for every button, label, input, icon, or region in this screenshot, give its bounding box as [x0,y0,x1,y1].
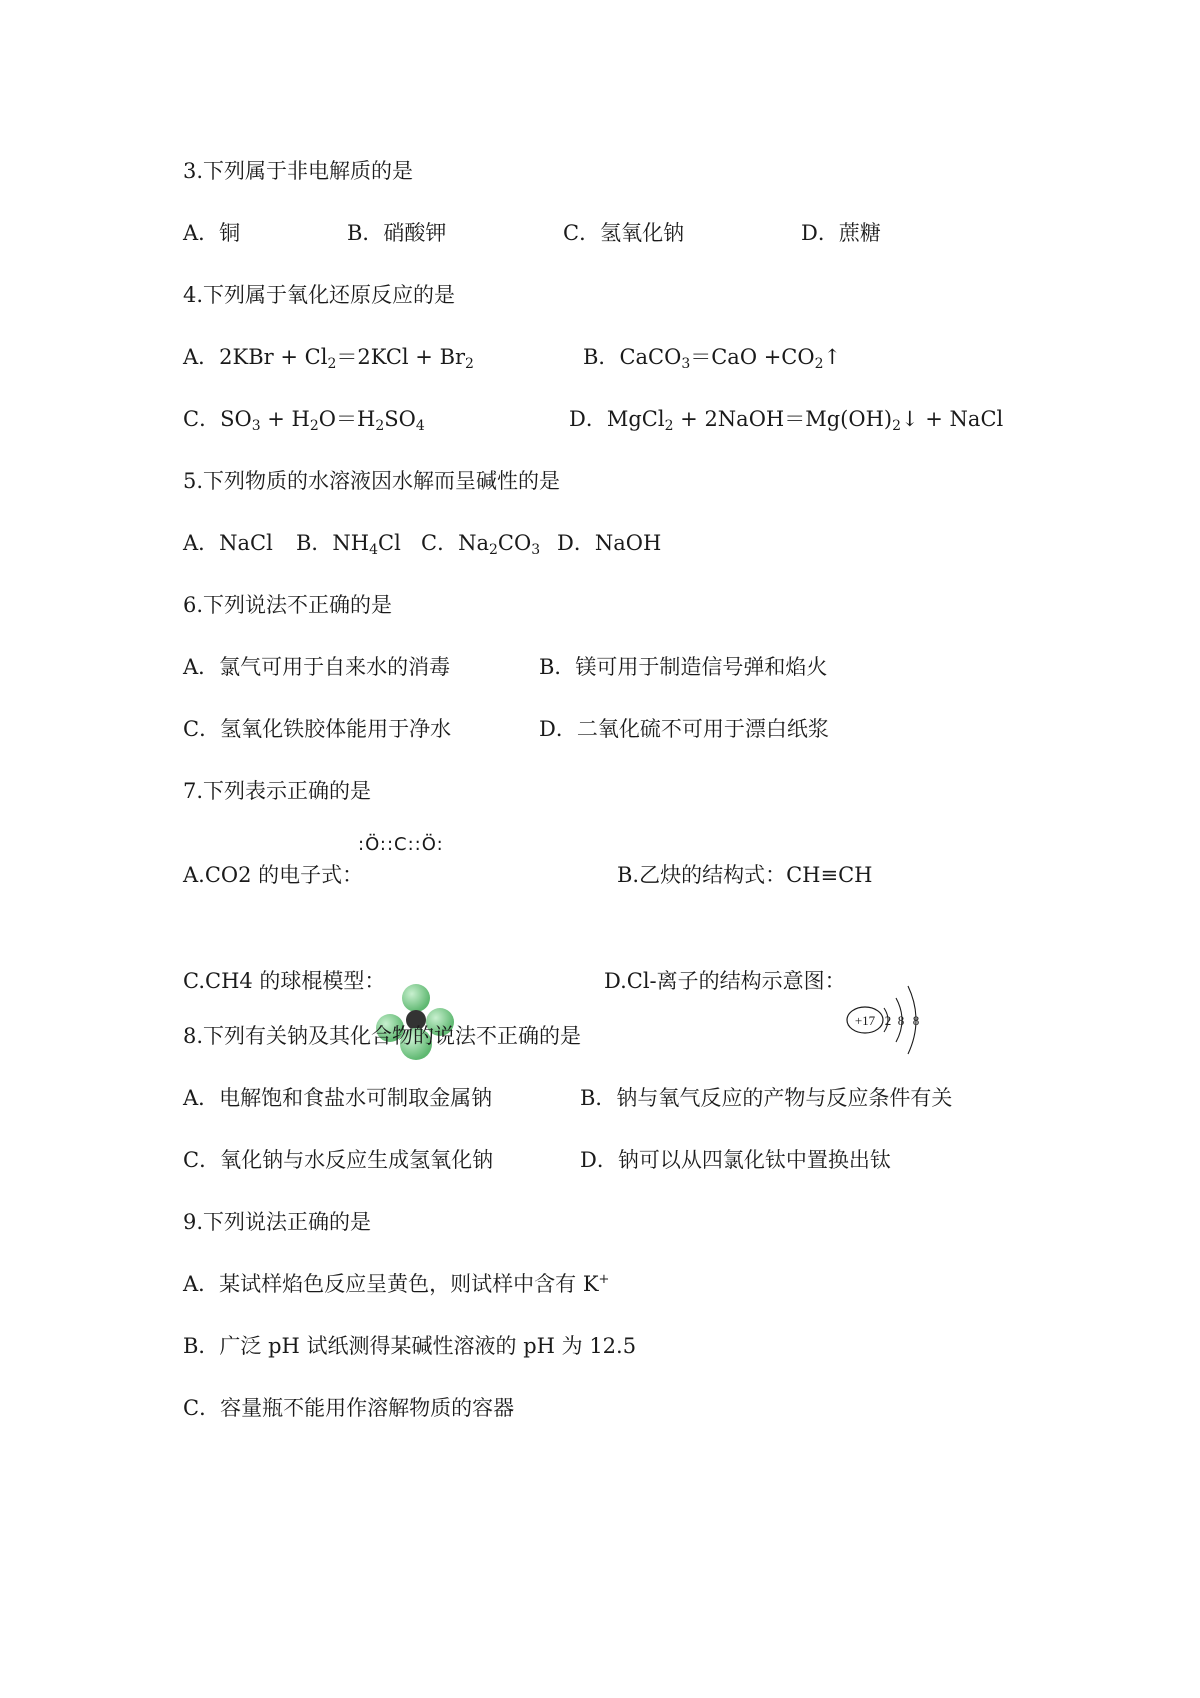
co2-electron-formula: :Ö::C::Ö: [358,834,444,855]
q7-option-d: D.Cl-离子的结构示意图： [604,969,846,993]
cl-shell-3-label: 8 [912,1013,920,1028]
q9-option-a: A．某试样焰色反应呈黄色，则试样中含有 K+ [183,1272,610,1296]
q4-option-b: B．CaCO$_3$＝CaO $+CO_2↑$ [583,345,842,372]
q3-option-d: D．蔗糖 [801,221,881,245]
q8-option-b: B．钠与氧气反应的产物与反应条件有关 [580,1086,953,1110]
q6-option-c: C．氢氧化铁胶体能用于净水 [183,717,452,741]
q3-option-a: A．铜 [183,221,241,245]
q7-option-b: B.乙炔的结构式：CH≡CH [617,863,873,887]
q3-option-b: B．硝酸钾 [347,221,447,245]
q6-option-b: B．镁可用于制造信号弹和焰火 [539,655,828,679]
q3-stem: 3.下列属于非电解质的是 [183,159,414,183]
q5-stem: 5.下列物质的水溶液因水解而呈碱性的是 [183,469,561,493]
cl-ion-structure-icon [844,980,932,1058]
q8-option-d: D．钠可以从四氯化钛中置换出钛 [580,1148,891,1172]
q9-option-b: B．广泛 pH 试纸测得某碱性溶液的 pH 为 12.5 [183,1334,637,1358]
q3-option-c: C．氢氧化钠 [563,221,685,245]
cl-shell-2-label: 8 [897,1013,905,1028]
q8-stem: 8.下列有关钠及其化合物的说法不正确的是 [183,1024,582,1048]
q5-option-c: C．$Na_2CO_3$ [421,531,541,558]
q9-stem: 9.下列说法正确的是 [183,1210,372,1234]
q6-stem: 6.下列说法不正确的是 [183,593,393,617]
q9-option-c: C．容量瓶不能用作溶解物质的容器 [183,1396,515,1420]
q8-option-a: A．电解饱和食盐水可制取金属钠 [183,1086,493,1110]
q4-option-a: A．$2KBr + Cl_2=2KCl + Br_2$ [183,345,474,372]
q6-option-a: A．氯气可用于自来水的消毒 [183,655,451,679]
cl-nucleus-label: +17 [854,1013,876,1028]
q4-stem: 4.下列属于氧化还原反应的是 [183,283,456,307]
q7-stem: 7.下列表示正确的是 [183,779,372,803]
q5-option-d: D．NaOH [557,531,662,555]
q5-option-a: A．NaCl [183,531,273,555]
q7-option-a: A.CO2 的电子式： [183,863,364,887]
q8-option-c: C．氧化钠与水反应生成氢氧化钠 [183,1148,494,1172]
q4-option-c: C．$SO_3 + H_2O=H_2SO_4$ [183,407,425,434]
q5-option-b: B．$NH_4Cl$ [296,531,401,558]
q4-option-d: D．MgCl$_2$ + $2NaOH=Mg(OH)_2↓$ + NaCl [569,407,1004,434]
q7-option-c: C.CH4 的球棍模型： [183,969,386,993]
cl-shell-1-label: 2 [884,1013,892,1028]
q6-option-d: D．二氧化硫不可用于漂白纸浆 [539,717,829,741]
